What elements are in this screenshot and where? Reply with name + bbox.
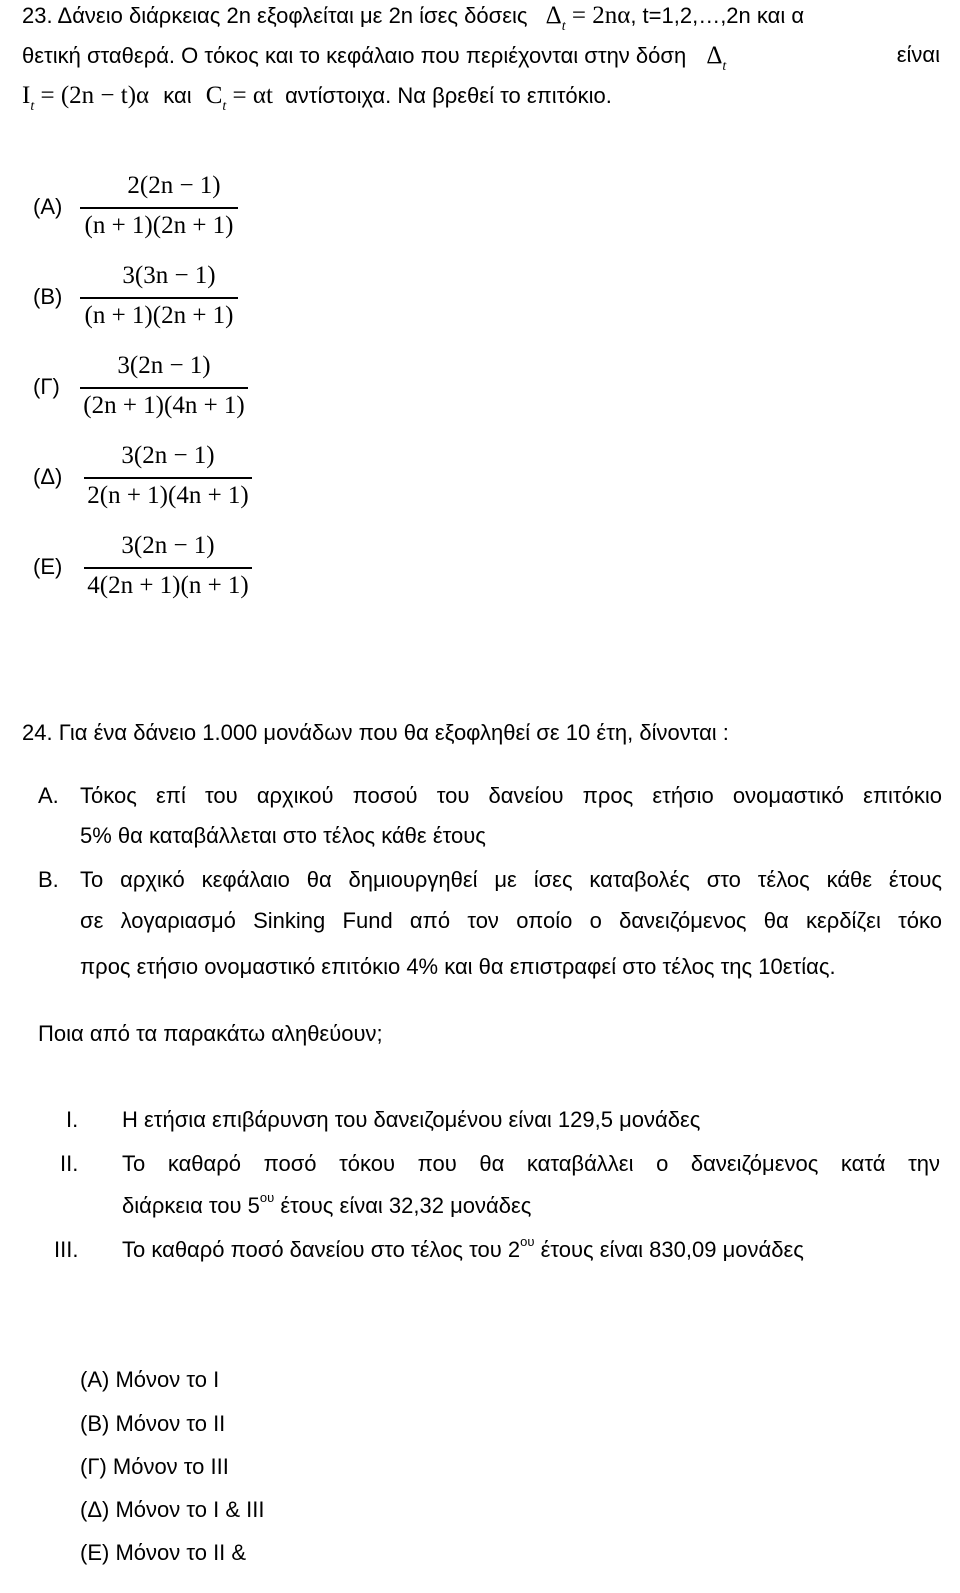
q23-number: 23.	[22, 3, 53, 28]
statement-iii-label: III.	[54, 1237, 79, 1262]
fraction-bar	[84, 477, 252, 479]
q24-b-line2: σε λογαριασμό Sinking Fund από τον οποίο ο δανειζόμενος θα κερδίζει τόκο	[80, 908, 942, 933]
fraction-numerator: 3(2n − 1)	[117, 352, 211, 379]
answer-e: (Ε) Μόνον το II &	[80, 1540, 247, 1565]
statement-i-label: I.	[66, 1107, 79, 1132]
statement-i-text: Η ετήσια επιβάρυνση του δανειζομένου είναι 129,5 μονάδες	[122, 1107, 701, 1132]
option-label: (Β)	[33, 284, 63, 309]
answer-d: (Δ) Μόνον το I & III	[80, 1497, 265, 1522]
statement-ii-label: II.	[60, 1151, 79, 1176]
answer-c: (Γ) Μόνον το III	[80, 1454, 229, 1479]
q23-line2	[22, 42, 940, 74]
fraction-denominator: (n + 1)(2n + 1)	[84, 212, 234, 239]
option-label: (Ε)	[33, 554, 63, 579]
fraction-denominator: (2n + 1)(4n + 1)	[83, 392, 245, 419]
q23-line2-tail: είναι	[896, 42, 940, 67]
q24-b-line3: προς ετήσιο ονομαστικό επιτόκιο 4% και θα επιστραφεί στο τέλος της 10ετίας.	[80, 954, 836, 979]
statement-iii-text: Το καθαρό ποσό δανείου στο τέλος του $2^{o\upsilon}$ έτους είναι 830,09 μονάδες	[122, 1234, 804, 1262]
option-label: (Δ)	[33, 464, 63, 489]
fraction-denominator: 2(n + 1)(4n + 1)	[87, 482, 249, 509]
fraction-bar	[80, 297, 238, 299]
q24-b-label: Β.	[38, 867, 59, 892]
fraction-bar	[84, 567, 252, 569]
q24-question: Ποια από τα παρακάτω αληθεύουν;	[38, 1021, 383, 1046]
fraction-bar	[80, 207, 238, 209]
fraction-denominator: (n + 1)(2n + 1)	[84, 302, 234, 329]
fraction-bar	[80, 387, 248, 389]
q24-b-line1: Το αρχικό κεφάλαιο θα δημιουργηθεί με ίσες καταβολές στο τέλος κάθε έτους	[80, 867, 942, 892]
q23-line3	[22, 82, 612, 114]
fraction-numerator: 3(3n − 1)	[122, 262, 216, 289]
option-label: (Α)	[33, 194, 63, 219]
q23-line1	[22, 2, 805, 34]
q24-a-line2: 5% θα καταβάλλεται στο τέλος κάθε έτους	[80, 823, 486, 848]
q24-intro: 24. Για ένα δάνειο 1.000 μονάδων που θα εξοφληθεί σε 10 έτη, δίνονται :	[22, 720, 729, 745]
q23-line3-tail: αντίστοιχα. Να βρεθεί το επιτόκιο.	[285, 83, 612, 108]
fraction-numerator: 2(2n − 1)	[127, 172, 221, 199]
q23-interest-formula: $I_t = (2n - t)\alpha$	[22, 82, 150, 114]
q24-a-label: Α.	[38, 783, 59, 808]
answer-a: (Α) Μόνον το I	[80, 1367, 220, 1392]
q23-delta-formula: $\Delta_t = 2n\alpha$	[545, 2, 631, 34]
q23-line1-tail: , t=1,2,…,2n και α	[630, 3, 805, 28]
fraction-numerator: 3(2n − 1)	[121, 442, 215, 469]
q24-a-line1: Τόκος επί του αρχικού ποσού του δανείου προς ετήσιο ονομαστικό επιτόκιο	[80, 783, 942, 808]
statement-ii-line2: διάρκεια του $5^{o\upsilon}$ έτους είναι 32,32 μονάδες	[122, 1190, 532, 1218]
fraction-denominator: 4(2n + 1)(n + 1)	[87, 572, 249, 599]
option-label: (Γ)	[33, 374, 60, 399]
fraction-numerator: 3(2n − 1)	[121, 532, 215, 559]
q23-and: και	[163, 83, 192, 108]
q23-line2-text: θετική σταθερά. Ο τόκος και το κεφάλαιο που περιέχονται στην δόση	[22, 43, 687, 68]
q23-capital-formula: $C_t = \alpha t$	[205, 82, 273, 114]
q23-delta-t: $\Delta_t$	[706, 42, 727, 74]
q23-line1-text: Δάνειο διάρκειας 2n εξοφλείται με 2n ίσες δόσεις	[57, 3, 528, 28]
answer-b: (Β) Μόνον το II	[80, 1411, 226, 1436]
statement-ii-line1: Το καθαρό ποσό τόκου που θα καταβάλλει ο δανειζόμενος κατά την	[122, 1151, 940, 1176]
